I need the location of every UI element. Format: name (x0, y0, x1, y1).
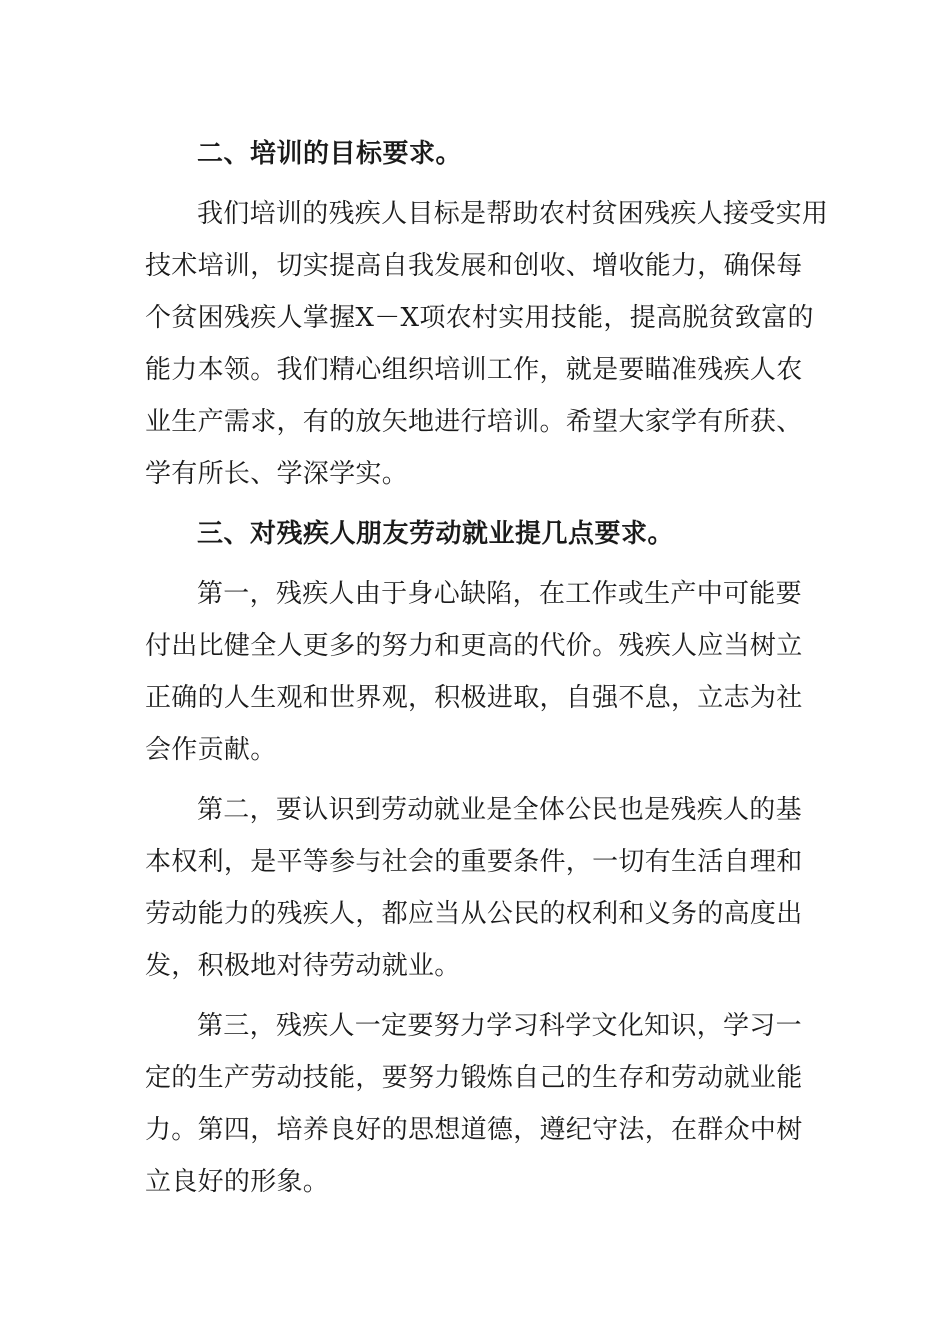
section-heading-requirements: 三、对残疾人朋友劳动就业提几点要求。 (197, 519, 675, 549)
text-line: 正确的人生观和世界观，积极进取，自强不息，立志为社 (145, 683, 803, 713)
text-line: 个贫困残疾人掌握X－X项农村实用技能，提高脱贫致富的 (145, 303, 814, 333)
text-line: 定的生产劳动技能，要努力锻炼自己的生存和劳动就业能 (145, 1063, 803, 1093)
paragraph-goals (145, 188, 829, 500)
text-line: 第一，残疾人由于身心缺陷，在工作或生产中可能要 (197, 579, 802, 609)
text-line: 立良好的形象。 (145, 1167, 330, 1197)
text-line: 第三，残疾人一定要努力学习科学文化知识，学习一 (197, 1011, 802, 1041)
text-line: 学有所长、学深学实。 (145, 459, 409, 489)
document-body (145, 128, 829, 1216)
text-line: 劳动能力的残疾人，都应当从公民的权利和义务的高度出 (145, 899, 803, 929)
text-line: 力。第四，培养良好的思想道德，遵纪守法，在群众中树 (145, 1115, 803, 1145)
section-heading-goals: 二、培训的目标要求。 (197, 139, 463, 169)
paragraph-point-3 (145, 1000, 805, 1208)
text-line: 本权利，是平等参与社会的重要条件，一切有生活自理和 (145, 847, 803, 877)
text-line: 技术培训，切实提高自我发展和创收、增收能力，确保每 (145, 251, 803, 281)
text-line: 会作贡献。 (145, 735, 277, 765)
text-line: 第二，要认识到劳动就业是全体公民也是残疾人的基 (197, 795, 802, 825)
text-line: 能力本领。我们精心组织培训工作，就是要瞄准残疾人农 (145, 355, 803, 385)
text-line: 发，积极地对待劳动就业。 (145, 951, 461, 981)
text-line: 付出比健全人更多的努力和更高的代价。残疾人应当树立 (145, 631, 803, 661)
text-line: 业生产需求，有的放矢地进行培训。希望大家学有所获、 (145, 407, 803, 437)
paragraph-point-2 (145, 784, 805, 992)
paragraph-point-1 (145, 568, 805, 776)
text-line: 我们培训的残疾人目标是帮助农村贫困残疾人接受实用 (197, 199, 829, 229)
